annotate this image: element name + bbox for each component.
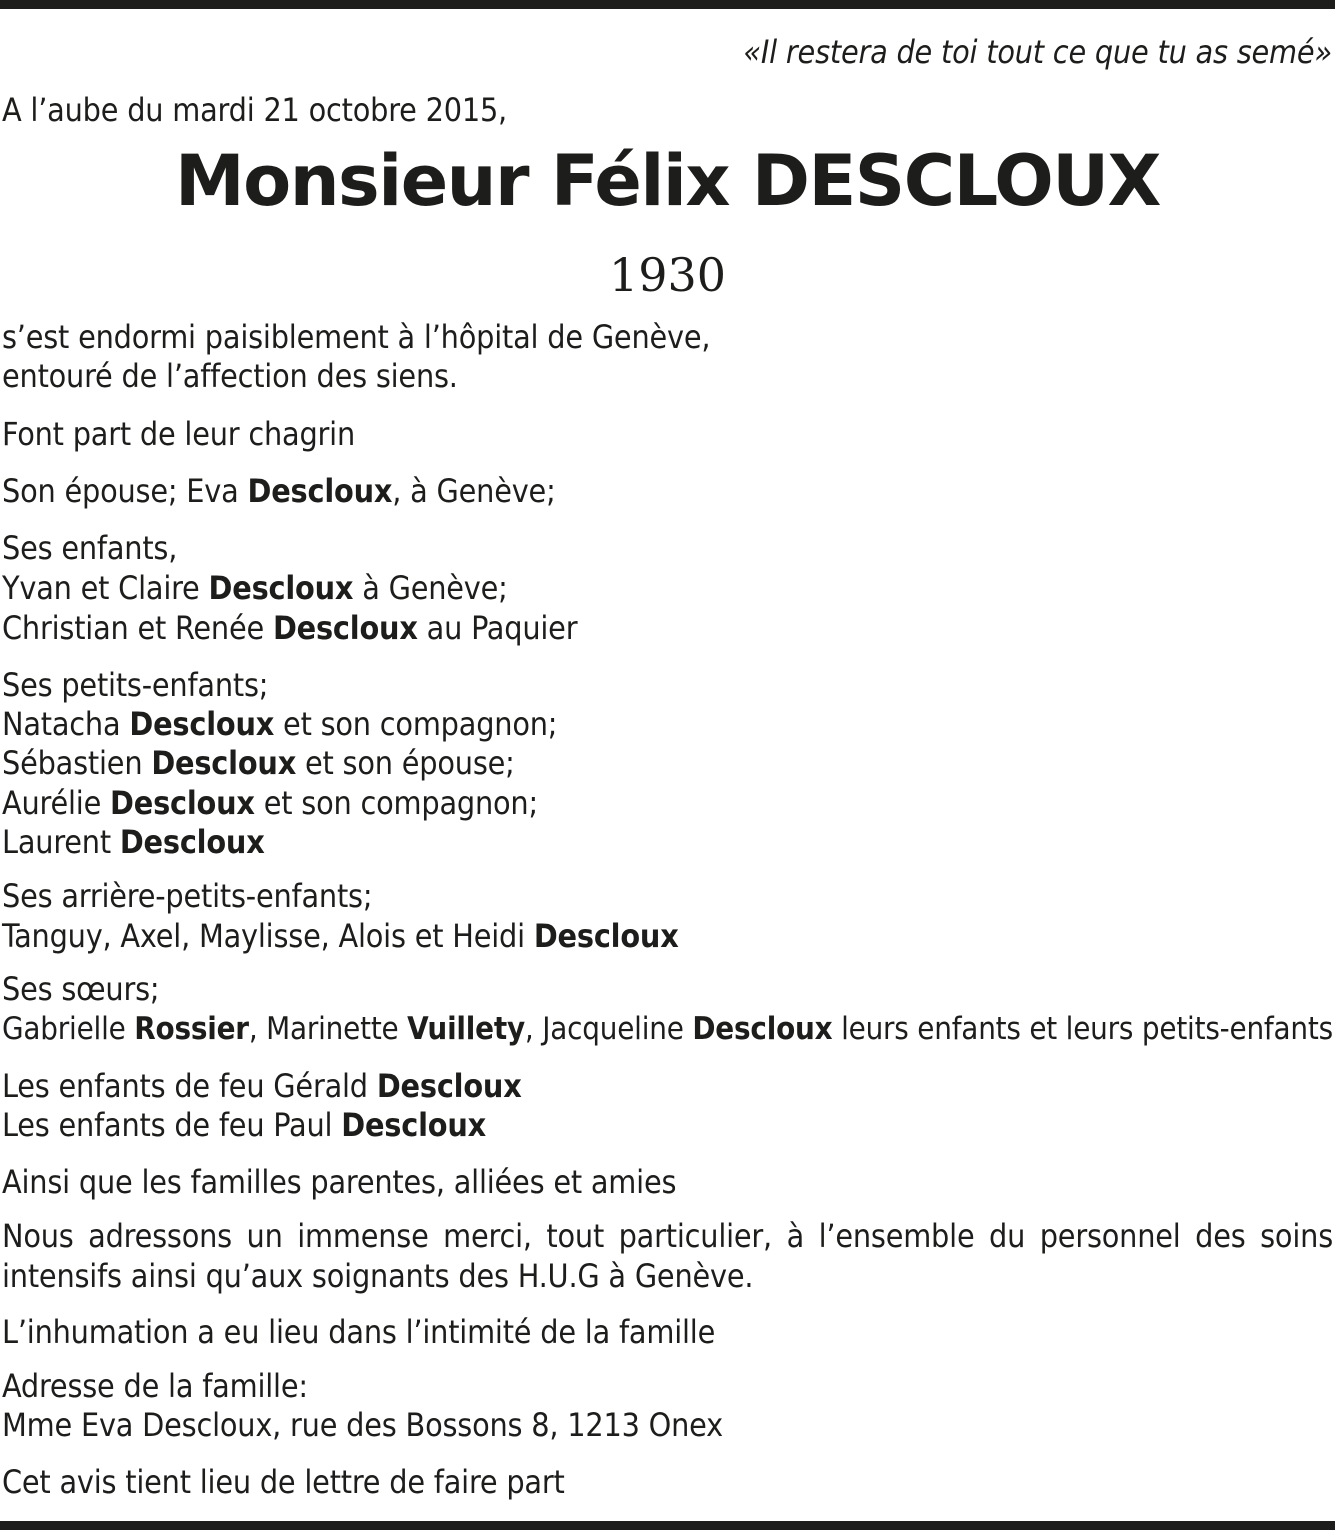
families-line: Ainsi que les familles parentes, alliées et amies — [2, 1163, 677, 1201]
sisters-heading: Ses sœurs; — [2, 970, 160, 1008]
grandchildren-line-2: Sébastien Descloux et son épouse; — [2, 744, 515, 782]
children-line-1: Yvan et Claire Descloux à Genève; — [2, 569, 508, 607]
address-heading: Adresse de la famille: — [2, 1367, 308, 1405]
children-line-2: Christian et Renée Descloux au Paquier — [2, 609, 578, 647]
grandchildren-heading: Ses petits-enfants; — [2, 666, 269, 704]
announcement: Font part de leur chagrin — [2, 415, 356, 453]
birth-year: 1930 — [608, 248, 727, 302]
children-heading: Ses enfants, — [2, 529, 178, 567]
late-relatives-line-1: Les enfants de feu Gérald Descloux — [2, 1067, 522, 1105]
deceased-line-1: s’est endormi paisiblement à l’hôpital de Genève, — [2, 318, 711, 356]
great-grandchildren-heading: Ses arrière-petits-enfants; — [2, 877, 373, 915]
address-line: Mme Eva Descloux, rue des Bossons 8, 1213 Onex — [2, 1406, 723, 1444]
thanks-paragraph: Nous adressons un immense merci, tout particulier, à l’ensemble du personnel des soins intensifs ainsi qu’aux soignants des H.U.G à Genève. — [2, 1217, 1333, 1295]
late-relatives-line-2: Les enfants de feu Paul Descloux — [2, 1106, 487, 1144]
closing-line: Cet avis tient lieu de lettre de faire part — [2, 1463, 565, 1501]
bottom-border-rule — [0, 1521, 1335, 1530]
intro-line: A l’aube du mardi 21 octobre 2015, — [2, 91, 507, 129]
sisters-line: Gabrielle Rossier, Marinette Vuillety, Jacqueline Descloux leurs enfants et leurs petits-enfants — [2, 1011, 1333, 1047]
epigraph: «Il restera de toi tout ce que tu as semé» — [743, 33, 1332, 71]
spouse-line: Son épouse; Eva Descloux, à Genève; — [2, 472, 556, 510]
grandchildren-line-4: Laurent Descloux — [2, 823, 265, 861]
top-border-rule — [0, 0, 1335, 9]
burial-line: L’inhumation a eu lieu dans l’intimité de la famille — [2, 1313, 716, 1351]
grandchildren-line-3: Aurélie Descloux et son compagnon; — [2, 784, 538, 822]
deceased-name: Monsieur Félix DESCLOUX — [174, 140, 1161, 222]
deceased-line-2: entouré de l’affection des siens. — [2, 357, 458, 395]
grandchildren-line-1: Natacha Descloux et son compagnon; — [2, 705, 558, 743]
great-grandchildren-line: Tanguy, Axel, Maylisse, Alois et Heidi Descloux — [2, 917, 679, 955]
